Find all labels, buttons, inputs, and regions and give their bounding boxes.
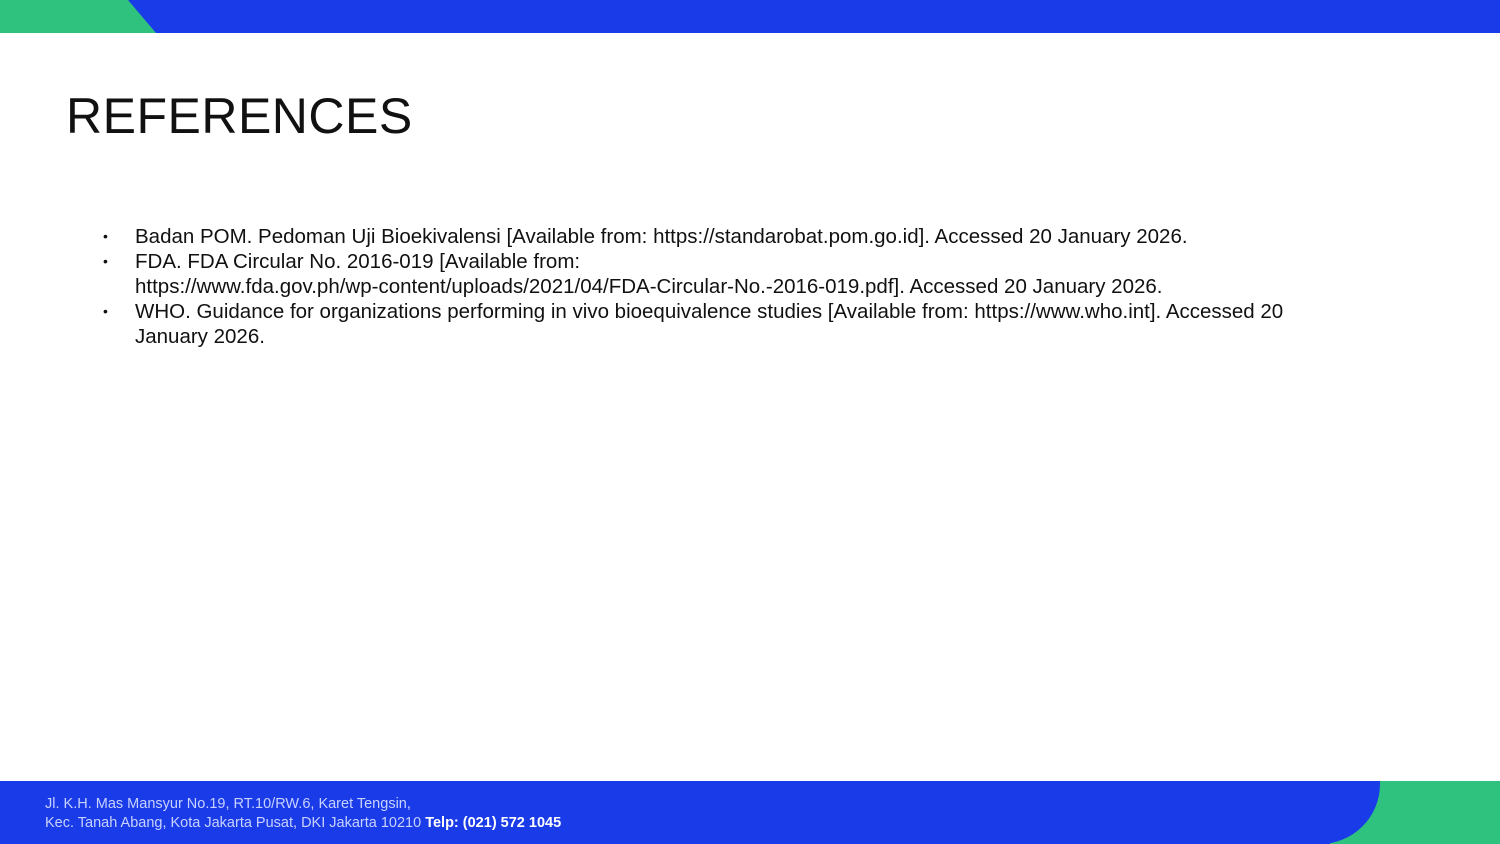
reference-text: Badan POM. Pedoman Uji Bioekivalensi [Available from: https://standarobat.pom.go.id]. Accessed 20 January 2026. (135, 225, 1188, 248)
reference-item (100, 299, 1370, 349)
bullet-icon: • (103, 303, 108, 319)
reference-text-line1: FDA. FDA Circular No. 2016-019 [Available from: (135, 250, 581, 273)
reference-text-line2: https://www.fda.gov.ph/wp-content/uploads/2021/04/FDA-Circular-No.-2016-019.pdf]. Accessed 20 January 2026. (135, 275, 1163, 298)
reference-item (100, 249, 1370, 299)
page-title: REFERENCES (66, 88, 413, 144)
footer-address-line1: Jl. K.H. Mas Mansyur No.19, RT.10/RW.6, Karet Tengsin, (45, 796, 411, 812)
reference-list (100, 224, 1370, 349)
footer-address-line2: Kec. Tanah Abang, Kota Jakarta Pusat, DKI Jakarta 10210 (45, 815, 422, 831)
footer-address (45, 795, 561, 833)
header-bar (0, 0, 1500, 33)
reference-item (100, 224, 1370, 249)
footer-phone: Telp: (021) 572 1045 (425, 815, 562, 831)
bullet-icon: • (103, 253, 108, 269)
reference-text-line1: WHO. Guidance for organizations performing in vivo bioequivalence studies [Available from: https://www.who.int]. Accessed 20 (135, 300, 1284, 323)
reference-text-line2: January 2026. (135, 325, 265, 348)
bullet-icon: • (103, 228, 108, 244)
